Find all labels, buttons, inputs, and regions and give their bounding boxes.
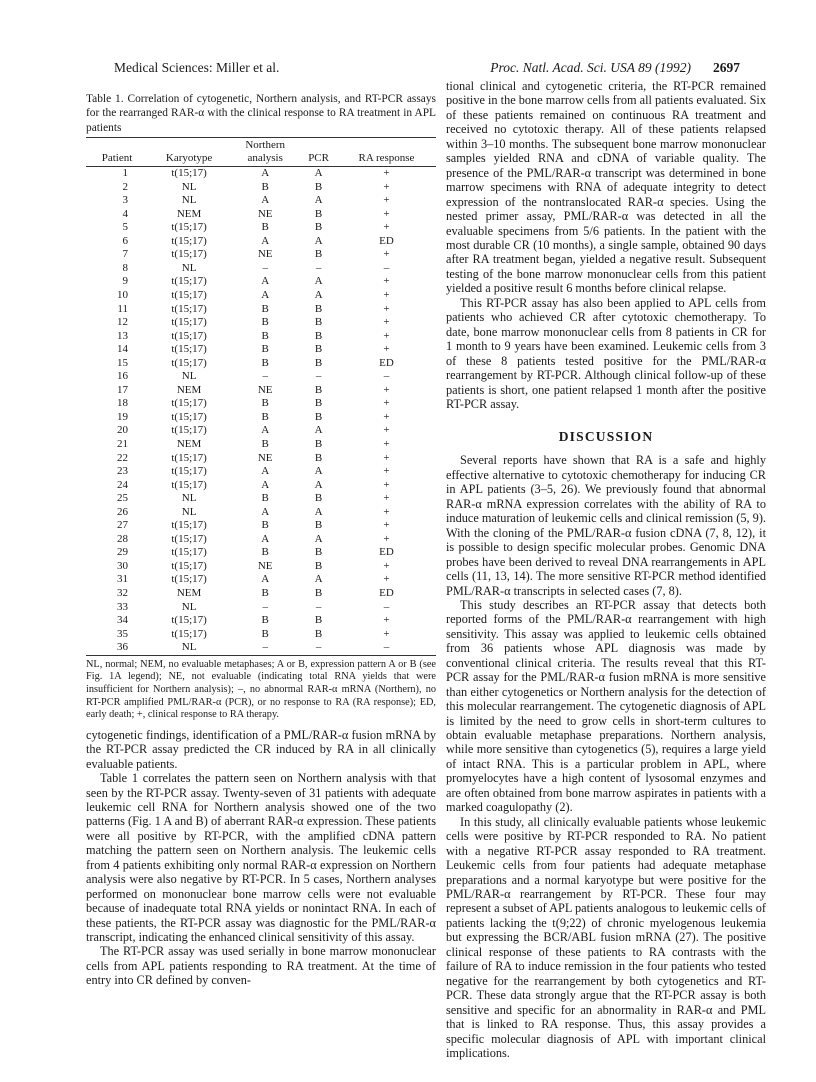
cell-ra-response: + [383,519,390,532]
table-row [86,424,436,438]
col-header-ra-response: RA response [358,151,415,164]
journal-citation: Proc. Natl. Acad. Sci. USA 89 (1992) [490,60,691,75]
col-header-patient: Patient [101,151,133,164]
left-body-text [86,728,436,988]
cell-patient: 4 [122,207,128,220]
cell-karyotype: NL [181,492,197,505]
cell-patient: 27 [117,519,128,532]
table-row [86,546,436,560]
cell-northern: NE [257,451,273,464]
cell-northern: A [261,573,270,586]
cell-pcr: B [314,221,323,234]
cell-pcr: B [314,397,323,410]
cell-karyotype: t(15;17) [171,288,207,301]
cell-karyotype: t(15;17) [171,275,207,288]
paragraph: Table 1 correlates the pattern seen on Northern analysis with that seen by the RT-PCR assay. Twenty-seven of 31 patients with adequate leukemic cell RNA for Northern analysis showed one of the two patterns (Fig. 1 A and B) of aberrant RAR-α expression. These patients were all positive by RT-PCR, with the amplified cDNA pattern matching the pattern seen on Northern analysis. The leukemic cells from 4 patients exhibiting only normal RAR-α expression on Northern analysis were also negative by RT-PCR. In 5 cases, Northern analyses performed on mononuclear bone marrow cells were not evaluable because of inadequate total RNA yields or nonintact RNA. In each of these patients, the RT-PCR assay was diagnostic for the PML/RAR-α transcript, indicating the enhanced clinical sensitivity of this assay. [86,771,436,945]
cell-ra-response: + [383,207,390,220]
right-column [446,79,766,1060]
col-header-northern: Northern analysis [245,139,286,164]
table-row [86,519,436,533]
cell-ra-response: + [383,559,390,572]
running-header-left: Medical Sciences: Miller et al. [114,60,280,75]
cell-northern: A [261,465,270,478]
cell-ra-response: ED [379,356,394,369]
cell-patient: 25 [117,492,128,505]
table-row [86,452,436,466]
cell-northern: NE [257,383,273,396]
cell-patient: 22 [117,451,128,464]
cell-northern: A [261,167,270,180]
cell-patient: 18 [117,397,128,410]
cell-patient: 3 [122,194,128,207]
table-row [86,641,436,655]
cell-pcr: A [314,167,323,180]
cell-northern: B [261,180,269,193]
table-footnote: NL, normal; NEM, no evaluable metaphases; A or B, expression pattern A or B (see Fig. 1A legend); NE, not evaluable (indicating total RNA yields that were insufficient for Northern analysis); –, no abnormal RAR-α mRNA (Northern), no RT-PCR amplified PML/RAR-α (PCR), or no response to RA (RA response); ED, early death; +, clinical response to RA therapy. [86,658,436,721]
cell-patient: 8 [122,261,128,274]
cell-ra-response: + [383,478,390,491]
cell-karyotype: t(15;17) [171,424,207,437]
cell-patient: 34 [117,614,128,627]
table-row [86,181,436,195]
cell-pcr: A [314,505,323,518]
paragraph: cytogenetic findings, identification of a PML/RAR-α fusion mRNA by the RT-PCR assay predicted the CR induced by RA in all clinically evaluable patients. [86,727,436,771]
table-row [86,316,436,330]
cell-karyotype: NL [181,505,197,518]
left-column [86,92,436,988]
cell-ra-response: ED [379,546,394,559]
cell-ra-response: + [383,437,390,450]
cell-patient: 31 [117,573,128,586]
cell-patient: 12 [117,316,128,329]
cell-pcr: A [314,465,323,478]
table-row [86,235,436,249]
cell-pcr: – [315,261,322,274]
cell-pcr: B [314,383,323,396]
cell-pcr: B [314,451,323,464]
cell-karyotype: t(15;17) [171,546,207,559]
cell-ra-response: + [383,397,390,410]
table-row [86,601,436,615]
cell-karyotype: t(15;17) [171,329,207,342]
cell-pcr: B [314,492,323,505]
table-row [86,560,436,574]
cell-pcr: B [314,519,323,532]
table-row [86,411,436,425]
cell-karyotype: NL [181,261,197,274]
table-row [86,397,436,411]
table-row [86,262,436,276]
table-row [86,275,436,289]
cell-patient: 7 [122,248,128,261]
cell-northern: – [262,641,268,654]
cell-karyotype: t(15;17) [171,573,207,586]
cell-northern: A [261,532,270,545]
table-row [86,573,436,587]
table-row [86,384,436,398]
paragraph: Several reports have shown that RA is a safe and highly effective alternative to cytotoxic chemotherapy for inducing CR in APL patients (3–5, 26). We previously found that abnormal RAR-α mRNA expression correlates with the ability of RA to induce maturation of leukemic cells and clinical remission (5, 9). With the cloning of the PML/RAR-α fusion cDNA (7, 8, 12), it is possible to design specific molecular probes. Genomic DNA probes have been derived to reveal DNA rearrangements in APL cells (11, 13, 14). The more sensitive RT-PCR method identified PML/RAR-α transcripts in selected cases (7, 8). [446,453,766,598]
cell-pcr: B [314,207,323,220]
paragraph: This RT-PCR assay has also been applied to APL cells from patients who achieved CR after cytotoxic chemotherapy. To date, bone marrow mononuclear cells from 8 patients in CR for 1 month to 9 years have been examined. Leukemic cells from 3 of these 8 patients tested positive for the PML/RAR-α rearrangement by RT-PCR. Although clinical follow-up of these patients is short, one patient relapsed 1 month after the positive RT-PCR assay. [446,295,766,411]
cell-pcr: B [314,410,323,423]
table-caption: Table 1. Correlation of cytogenetic, Northern analysis, and RT-PCR assays for the rearranged RAR-α with the clinical response to RA treatment in APL patients [86,93,436,134]
cell-northern: B [261,302,269,315]
cell-pcr: B [314,627,323,640]
cell-karyotype: NEM [176,383,202,396]
cell-patient: 26 [117,505,128,518]
cell-northern: B [261,356,269,369]
cell-northern: B [261,221,269,234]
cell-pcr: B [314,437,323,450]
cell-patient: 9 [122,275,128,288]
cell-patient: 23 [117,465,128,478]
cell-northern: B [261,397,269,410]
cell-ra-response: + [383,302,390,315]
cell-karyotype: t(15;17) [171,532,207,545]
cell-patient: 17 [117,383,128,396]
cell-patient: 5 [122,221,128,234]
cell-karyotype: t(15;17) [171,410,207,423]
cell-patient: 19 [117,410,128,423]
cell-northern: – [262,261,268,274]
cell-patient: 10 [117,288,128,301]
cell-ra-response: + [383,410,390,423]
table-row [86,465,436,479]
cell-patient: 11 [117,302,128,315]
cell-karyotype: NEM [176,586,202,599]
cell-patient: 16 [117,370,128,383]
cell-northern: B [261,437,269,450]
cell-pcr: B [314,248,323,261]
cell-patient: 36 [117,641,128,654]
cell-ra-response: – [383,600,390,613]
cell-northern: B [261,343,269,356]
cell-ra-response: + [383,275,390,288]
table-row [86,248,436,262]
cell-patient: 29 [117,546,128,559]
col-header-pcr: PCR [308,151,329,164]
cell-patient: 28 [117,532,128,545]
page-number: 2697 [713,60,740,75]
cell-ra-response: + [383,383,390,396]
cell-pcr: B [314,316,323,329]
cell-northern: A [261,288,270,301]
cell-northern: B [261,410,269,423]
table-row [86,194,436,208]
cell-pcr: B [314,343,323,356]
cell-northern: B [261,519,269,532]
cell-patient: 35 [117,627,128,640]
cell-karyotype: t(15;17) [171,627,207,640]
cell-pcr: – [315,370,322,383]
table-row [86,289,436,303]
table-1 [86,137,436,656]
cell-karyotype: t(15;17) [171,451,207,464]
cell-patient: 13 [117,329,128,342]
cell-pcr: A [314,275,323,288]
cell-northern: B [261,614,269,627]
cell-karyotype: t(15;17) [171,478,207,491]
cell-ra-response: + [383,316,390,329]
cell-northern: B [261,316,269,329]
table-header-row [86,138,436,167]
cell-ra-response: + [383,532,390,545]
table-row [86,330,436,344]
cell-ra-response: + [383,329,390,342]
cell-northern: B [261,492,269,505]
cell-ra-response: – [383,261,390,274]
cell-ra-response: – [383,370,390,383]
table-row [86,438,436,452]
cell-pcr: B [314,614,323,627]
cell-karyotype: t(15;17) [171,465,207,478]
cell-pcr: B [314,302,323,315]
cell-ra-response: + [383,194,390,207]
cell-pcr: – [315,641,322,654]
cell-patient: 32 [117,586,128,599]
cell-patient: 6 [122,234,128,247]
cell-pcr: A [314,234,323,247]
cell-pcr: A [314,478,323,491]
cell-northern: A [261,424,270,437]
cell-karyotype: t(15;17) [171,221,207,234]
running-header-right [490,60,740,76]
cell-northern: A [261,194,270,207]
cell-ra-response: + [383,180,390,193]
cell-karyotype: t(15;17) [171,167,207,180]
cell-patient: 33 [117,600,128,613]
cell-northern: A [261,275,270,288]
cell-ra-response: + [383,614,390,627]
table-row [86,221,436,235]
cell-ra-response: + [383,627,390,640]
cell-pcr: B [314,546,323,559]
section-heading-discussion: DISCUSSION [558,429,654,445]
cell-karyotype: NEM [176,437,202,450]
cell-karyotype: t(15;17) [171,343,207,356]
cell-karyotype: NL [181,180,197,193]
cell-pcr: B [314,356,323,369]
table-row [86,370,436,384]
cell-pcr: B [314,586,323,599]
cell-ra-response: + [383,167,390,180]
cell-ra-response: + [383,465,390,478]
cell-karyotype: NL [181,641,197,654]
cell-karyotype: NL [181,370,197,383]
cell-pcr: A [314,424,323,437]
cell-northern: – [262,370,268,383]
cell-ra-response: + [383,505,390,518]
cell-karyotype: t(15;17) [171,248,207,261]
cell-pcr: B [314,559,323,572]
cell-northern: NE [257,248,273,261]
cell-pcr: – [315,600,322,613]
cell-karyotype: t(15;17) [171,316,207,329]
cell-patient: 30 [117,559,128,572]
table-row [86,587,436,601]
table-row [86,533,436,547]
cell-patient: 24 [117,478,128,491]
cell-karyotype: t(15;17) [171,302,207,315]
table-row [86,492,436,506]
cell-patient: 2 [122,180,128,193]
paragraph: This study describes an RT-PCR assay that detects both reported forms of the PML/RAR-α rearrangement with high sensitivity. This assay was applied to leukemic cells obtained from 36 patients whose APL diagnosis was made by conventional clinical criteria. The results reveal that this RT-PCR assay for the PML/RAR-α fusion mRNA is more sensitive than either cytogenetics or Northern analysis for the detection of this molecular rearrangement. The cytogenetic diagnosis of APL is limited by the need to grow cells in short-term cultures to obtain evaluable metaphase preparations. Northern analysis, while more sensitive than cytogenetics (5), requires a large yield of intact RNA. This is a particular problem in APL, where promyelocytes have a high content of lysosomal enzymes and are often obtained from bone marrow aspirates in patients with a marked coagulopathy (2). [446,597,766,815]
table-row [86,628,436,642]
table-row [86,479,436,493]
cell-northern: B [261,546,269,559]
cell-pcr: A [314,194,323,207]
cell-northern: B [261,586,269,599]
paragraph: tional clinical and cytogenetic criteria, the RT-PCR remained positive in the bone marrow cells from all patients evaluated. Six of these patients remained on continuous RA treatment and received no cytotoxic therapy. All of these patients relapsed within 3–10 months. The subsequent bone marrow mononuclear samples yielded RNA and cDNA of variable quality. The presence of the PML/RAR-α transcript was determined in bone marrow specimens with RNA of adequate integrity to detect expression of the nontranslocated RAR-α species. Using the nested primer assay, PML/RAR-α was detected in all the evaluable specimens from 5/6 patients. In the patient with the most durable CR (10 months), a single sample, obtained 90 days after RA treatment began, yielded a negative result. Subsequent testing of the bone marrow mononuclear cells from this patient yielded a positive result 6 months before clinical relapse. [446,79,766,296]
paragraph: In this study, all clinically evaluable patients whose leukemic cells were positive by RT-PCR responded to RA. No patient with a negative RT-PCR assay responded to RA treatment. Leukemic cells from four patients had adequate metaphase preparations and a normal karyotype but were positive for the PML/RAR-α rearrangement by RT-PCR. These four may represent a subset of APL patients analogous to leukemic cells of patients lacking the t(9;22) of chronic myelogenous leukemia but expressing the BCR/ABL fusion mRNA (27). The positive clinical response of these patients to RA contrasts with the failure of RA to induce remission in the four patients who tested negative for the rearrangement by both cytogenetics and RT-PCR. These data strongly argue that the RT-PCR assay is both sensitive and specific for an abnormality in RAR-α and PML that is linked to RA response. Thus, this assay provides a specific molecular diagnosis of APL with important clinical implications. [446,814,766,1060]
table-row [86,357,436,371]
cell-karyotype: t(15;17) [171,397,207,410]
cell-ra-response: ED [379,586,394,599]
cell-northern: NE [257,207,273,220]
cell-pcr: B [314,180,323,193]
cell-karyotype: NEM [176,207,202,220]
cell-patient: 1 [122,167,128,180]
cell-karyotype: t(15;17) [171,234,207,247]
cell-ra-response: + [383,451,390,464]
cell-northern: B [261,627,269,640]
cell-karyotype: NL [181,194,197,207]
paragraph: The RT-PCR assay was used serially in bone marrow mononuclear cells from APL patients responding to RA treatment. At the time of entry into CR defined by conven- [86,944,436,988]
cell-karyotype: t(15;17) [171,614,207,627]
cell-pcr: A [314,288,323,301]
cell-ra-response: + [383,492,390,505]
cell-ra-response: + [383,248,390,261]
table-body [86,167,436,656]
cell-northern: A [261,505,270,518]
table-row [86,208,436,222]
cell-northern: B [261,329,269,342]
cell-northern: NE [257,559,273,572]
cell-ra-response: + [383,221,390,234]
cell-ra-response: – [383,641,390,654]
cell-patient: 20 [117,424,128,437]
col-header-karyotype: Karyotype [165,151,213,164]
cell-patient: 21 [117,437,128,450]
cell-pcr: A [314,532,323,545]
cell-patient: 14 [117,343,128,356]
table-row [86,303,436,317]
cell-karyotype: t(15;17) [171,559,207,572]
cell-pcr: B [314,329,323,342]
cell-karyotype: NL [181,600,197,613]
cell-ra-response: ED [379,234,394,247]
cell-ra-response: + [383,343,390,356]
cell-karyotype: t(15;17) [171,519,207,532]
table-row [86,167,436,181]
cell-patient: 15 [117,356,128,369]
cell-northern: A [261,478,270,491]
cell-pcr: A [314,573,323,586]
table-row [86,343,436,357]
table-row [86,506,436,520]
cell-ra-response: + [383,288,390,301]
cell-ra-response: + [383,424,390,437]
cell-karyotype: t(15;17) [171,356,207,369]
cell-ra-response: + [383,573,390,586]
cell-northern: A [261,234,270,247]
cell-northern: – [262,600,268,613]
table-row [86,614,436,628]
